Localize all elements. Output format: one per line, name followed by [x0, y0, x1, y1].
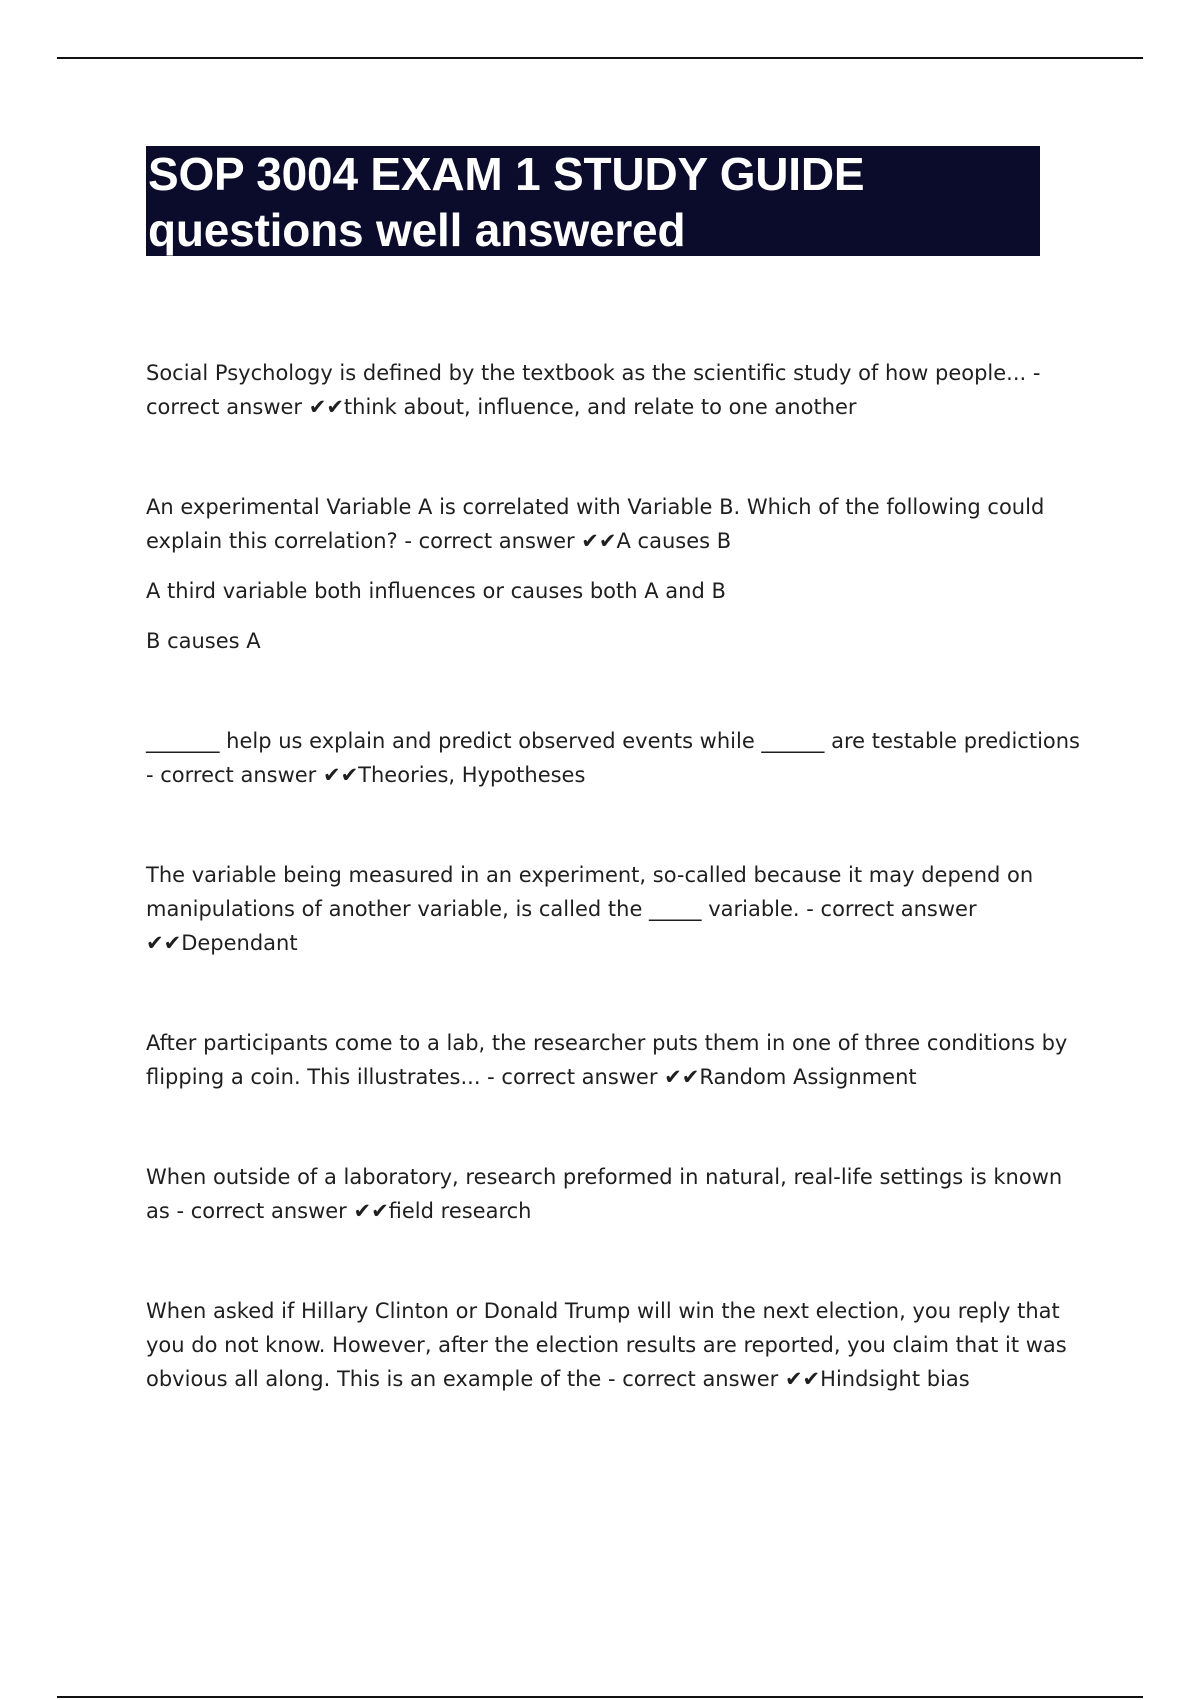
document-title-block	[146, 146, 1040, 256]
question-text: After participants come to a lab, the researcher puts them in one of three conditions by flipping a coin. This illustrates... - correct answer ✔✔Random Assignment	[146, 1031, 1068, 1089]
document-title-line-2: questions well answered	[148, 204, 686, 256]
question-item	[146, 356, 1086, 424]
question-text: Social Psychology is defined by the textbook as the scientific study of how people... - correct answer ✔✔think about, influence, and relate to one another	[146, 361, 1041, 419]
bottom-rule	[57, 1696, 1143, 1698]
question-item	[146, 858, 1086, 960]
question-text: When asked if Hillary Clinton or Donald Trump will win the next election, you reply that you do not know. However, after the election results are reported, you claim that it was obvious all along. This is an example of the - correct answer ✔✔Hindsight bias	[146, 1299, 1067, 1391]
answer-option: A third variable both influences or causes both A and B	[146, 579, 726, 603]
question-item	[146, 490, 1086, 658]
question-text: _______ help us explain and predict observed events while ______ are testable predictions - correct answer ✔✔Theories, Hypotheses	[146, 729, 1080, 787]
question-list	[146, 356, 1086, 1396]
question-text: The variable being measured in an experiment, so-called because it may depend on manipulations of another variable, is called the _____ variable. - correct answer ✔✔Dependant	[146, 863, 1034, 955]
question-text: An experimental Variable A is correlated with Variable B. Which of the following could explain this correlation? - correct answer ✔✔A causes B	[146, 495, 1045, 553]
question-item	[146, 724, 1086, 792]
question-text: When outside of a laboratory, research preformed in natural, real-life settings is known as - correct answer ✔✔field research	[146, 1165, 1063, 1223]
question-item	[146, 1026, 1086, 1094]
question-item	[146, 1294, 1086, 1396]
answer-option: B causes A	[146, 629, 261, 653]
document-title-line-1: SOP 3004 EXAM 1 STUDY GUIDE	[148, 148, 865, 200]
question-item	[146, 1160, 1086, 1228]
top-rule	[57, 57, 1143, 59]
